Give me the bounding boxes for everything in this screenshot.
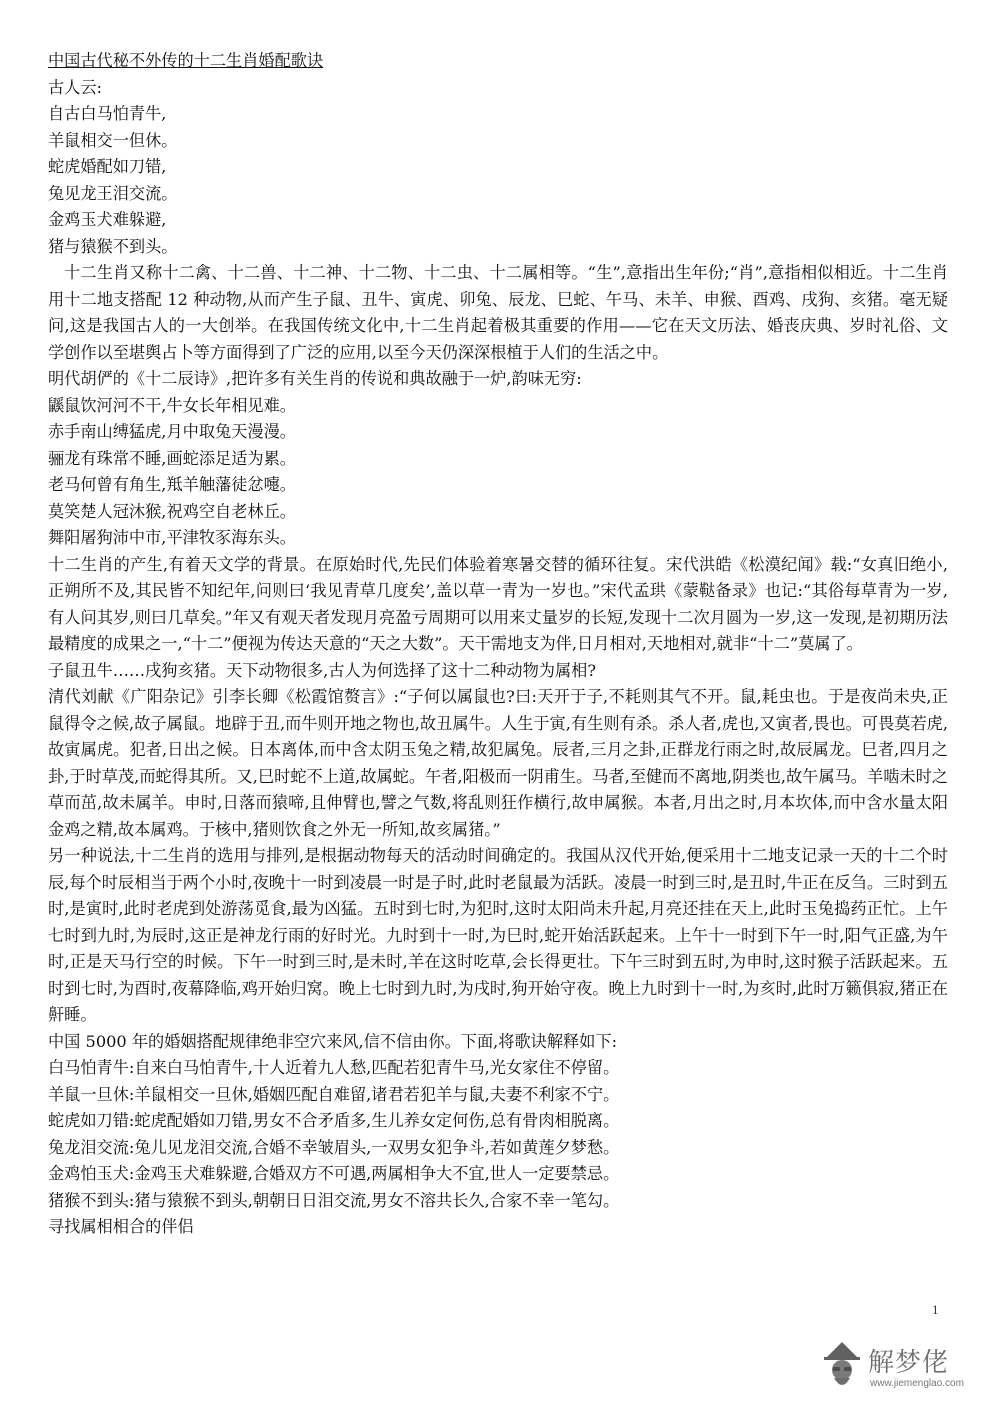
origin-paragraph: 十二生肖的产生,有着天文学的背景。在原始时代,先民们体验着寒暑交替的循环往复。宋代洪皓《松漠纪闻》载:“女真旧绝小,正朔所不及,其民皆不知纪年,问则曰‘我见青草几度矣’,盖以草一青为一岁也。”宋代孟珙《蒙鞑备录》也记:“其俗每草青为一岁,有人问其岁,则曰几草矣。”年又有观天者发现月亮盈亏周期可以用来丈量岁的长短,发现十二次月圆为一岁,这一发现,是初期历法最精度的成果之一,“十二”便视为传达天意的“天之大数”。天干需地支为伴,日月相对,天地相对,就非“十二”莫属了。 (48, 554, 948, 653)
poem-couplets (48, 75, 948, 261)
explanation-line: 蛇虎如刀错:蛇虎配婚如刀错,男女不合矛盾多,生儿养女定何伤,总有骨肉相脱离。 (48, 1111, 620, 1130)
intro-paragraph: 十二生肖又称十二禽、十二兽、十二神、十二物、十二虫、十二属相等。“生”,意指出生年份;“肖”,意指相似相近。十二生肖用十二地支搭配 12 种动物,从而产生子鼠、丑牛、寅虎、卯兔、辰龙、巳蛇、午马、未羊、申猴、酉鸡、戌狗、亥猪。毫无疑问,这是我国古人的一大创举。在我国传统文化中,十二生肖起着极其重要的作用——它在天文历法、婚丧庆典、岁时礼俗、文学创作以至堪舆占卜等方面得到了广泛的应用,以至今天仍深深根植于人们的生活之中。 (48, 263, 948, 362)
poem-line: 老马何曾有角生,羝羊触藩徒忿嚏。 (48, 475, 296, 494)
explanation-line: 中国 5000 年的婚姻搭配规律绝非空穴来风,信不信由你。下面,将歌诀解释如下: (48, 1031, 618, 1051)
twelve-branches-poem (48, 366, 948, 552)
fortune-teller-logo-icon (820, 1338, 864, 1394)
poem-line: 鼷鼠饮河河不干,牛女长年相见难。 (48, 395, 296, 415)
explanation-line: 兔龙泪交流:兔儿见龙泪交流,合婚不幸皱眉头,一双男女犯争斗,若如黄莲夕梦愁。 (48, 1137, 620, 1157)
poem-line: 兔见龙王泪交流。 (48, 183, 178, 203)
poem-line: 古人云: (48, 77, 103, 97)
poem-line: 骊龙有珠常不睡,画蛇添足适为累。 (48, 448, 296, 468)
document-page (48, 48, 948, 1241)
page-number: 1 (932, 1302, 939, 1317)
watermark-text: 解梦佬 (868, 1348, 950, 1378)
poem-line: 蛇虎婚配如刀错, (48, 157, 167, 176)
poem-line: 羊鼠相交一但休。 (48, 130, 178, 150)
site-watermark (820, 1338, 980, 1398)
poem-line: 金鸡玉犬难躲避, (48, 210, 167, 229)
watermark-url: www.jiemenglao.com (870, 1378, 964, 1389)
poem-line: 舞阳屠狗沛中市,平津牧豕海东头。 (48, 528, 296, 547)
poem-line: 猪与猿猴不到头。 (48, 236, 178, 256)
poem-line: 赤手南山缚猛虎,月中取兔天漫漫。 (48, 422, 296, 441)
poem-line: 明代胡俨的《十二辰诗》,把许多有关生肖的传说和典故融于一炉,韵味无穷: (48, 369, 582, 388)
question-line: 子鼠丑牛……戌狗亥猪。天下动物很多,古人为何选择了这十二种动物为属相? (48, 660, 597, 680)
explanation-line: 寻找属相相合的伴侣 (48, 1217, 194, 1236)
poem-line: 自古白马怕青牛, (48, 104, 167, 123)
poem-line: 莫笑楚人冠沐猴,祝鸡空自老林丘。 (48, 501, 296, 521)
explanation-list (48, 1029, 948, 1241)
explanation-line: 羊鼠一旦休:羊鼠相交一旦休,婚姻匹配自难留,诸君若犯羊与鼠,夫妻不利家不宁。 (48, 1084, 620, 1104)
explanation-line: 金鸡怕玉犬:金鸡玉犬难躲避,合婚双方不可遇,两属相争大不宜,世人一定要禁忌。 (48, 1164, 620, 1183)
qing-dynasty-paragraph: 清代刘献《广阳杂记》引李长卿《松霞馆赘言》:“子何以属鼠也?曰:天开于子,不耗则其气不开。鼠,耗虫也。于是夜尚未央,正鼠得令之候,故子属鼠。地辟于丑,而牛则开地之物也,故丑属牛。人生于寅,有生则有杀。杀人者,虎也,又寅者,畏也。可畏莫若虎,故寅属虎。犯者,日出之候。日本离体,而中含太阴玉兔之精,故犯属兔。辰者,三月之卦,正群龙行雨之时,故辰属龙。巳者,四月之卦,于时草茂,而蛇得其所。又,巳时蛇不上道,故属蛇。午者,阳极而一阴甫生。马者,至健而不离地,阴类也,故午属马。羊啮未时之草而茁,故未属羊。申时,日落而猿啼,且伸臂也,譬之气数,将乱则狂作横行,故申属猴。本者,月出之时,月本坎体,而中含水量太阳金鸡之精,故本属鸡。于核中,猪则饮食之外无一所知,故亥属猪。” (48, 687, 948, 839)
explanation-line: 猪猴不到头:猪与猿猴不到头,朝朝日日泪交流,男女不溶共长久,合家不幸一笔勾。 (48, 1190, 620, 1210)
activity-time-paragraph: 另一种说法,十二生肖的选用与排列,是根据动物每天的活动时间确定的。我国从汉代开始,便采用十二地支记录一天的十二个时辰,每个时辰相当于两个小时,夜晚十一时到凌晨一时是子时,此时老鼠最为活跃。凌晨一时到三时,是丑时,牛正在反刍。三时到五时,是寅时,此时老虎到处游荡觅食,最为凶猛。五时到七时,为犯时,这时太阳尚未升起,月亮还挂在天上,此时玉兔捣药正忙。上午七时到九时,为辰时,这正是神龙行雨的好时光。九时到十一时,为巳时,蛇开始活跃起来。上午十一时到下午一时,阳气正盛,为午时,正是天马行空的时候。下午一时到三时,是未时,羊在这时吃草,会长得更壮。下午三时到五时,为申时,这时猴子活跃起来。五时到七时,为酉时,夜幕降临,鸡开始归窝。晚上七时到九时,为戌时,狗开始守夜。晚上九时到十一时,为亥时,此时万籁俱寂,猪正在鼾睡。 (48, 846, 948, 1024)
explanation-line: 白马怕青牛:自来白马怕青牛,十人近着九人愁,匹配若犯青牛马,光女家住不停留。 (48, 1058, 620, 1077)
document-title: 中国古代秘不外传的十二生肖婚配歌诀 (48, 51, 324, 70)
